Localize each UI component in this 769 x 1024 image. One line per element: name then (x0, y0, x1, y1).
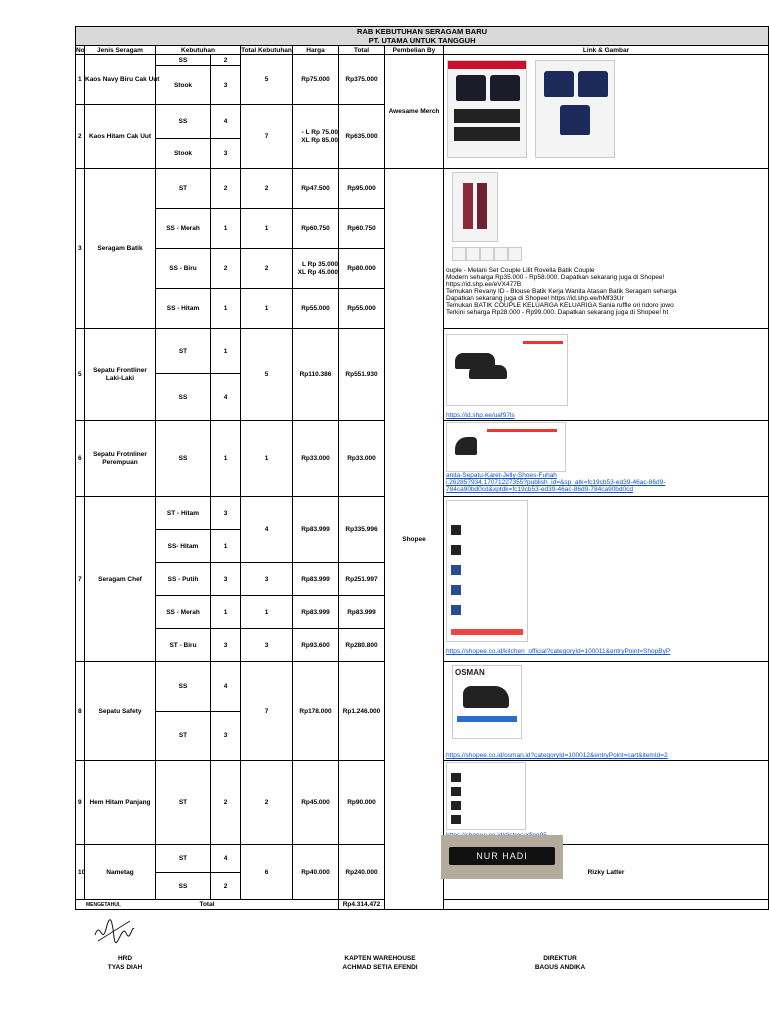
osman-logo: OSMAN (455, 668, 485, 677)
kapten-role: KAPTEN WAREHOUSE (344, 955, 416, 962)
qty-cell: 2 (211, 249, 241, 289)
table-row (76, 169, 769, 209)
row-jenis: Nametag (85, 845, 156, 900)
batik-link-text: Temukan Revany ID - Blouse Batik Kerja Wanita Atasan Batik Seragam seharga (446, 288, 677, 295)
harga-cell: Rp110.386 (293, 329, 339, 421)
header-no: No (76, 46, 85, 54)
row-jenis: Sepatu Safety (85, 662, 156, 761)
total-keb-cell: 6 (241, 845, 293, 900)
harga-cell: Rp93.600 (293, 629, 339, 662)
table-row (76, 55, 769, 66)
qty-cell: 2 (211, 169, 241, 209)
vendor-awesame: Awesame Merch (385, 55, 444, 169)
harga-cell: Rp45.000 (293, 761, 339, 845)
harga-cell: Rp55.000 (293, 289, 339, 329)
table-title-2: PT. UTAMA UNTUK TANGGUH (76, 36, 769, 46)
batik-thumbnails (452, 247, 766, 261)
chef-links (444, 497, 769, 662)
qty-cell: 1 (211, 289, 241, 329)
batik-link-text: Modern seharga Rp35.000 - Rp58.000. Dapatkan sekarang juga di Shopee! (446, 274, 665, 281)
frontliner-l-links (444, 329, 769, 421)
size-cell: ST - Biru (156, 629, 211, 662)
safety-link[interactable]: https://shopee.co.id/osman.id?categoryId=100012&entryPoint=cart&itemId=2 (446, 752, 668, 759)
hrd-name: TYAS DIAH (107, 964, 143, 971)
total-cell: Rp635.000 (339, 105, 385, 169)
hrd-role: HRD (117, 955, 133, 962)
harga-cell: Rp83.999 (293, 563, 339, 596)
size-cell: ST (156, 329, 211, 374)
harga-cell: Rp33.000 (293, 421, 339, 497)
row-jenis: Hem Hitam Panjang (85, 761, 156, 845)
qty-cell: 4 (211, 845, 241, 873)
hem-image (446, 762, 526, 830)
total-cell: Rp240.000 (339, 845, 385, 900)
row-no: 8 (76, 662, 85, 761)
qty-cell: 4 (211, 662, 241, 712)
qty-cell: 3 (211, 563, 241, 596)
size-cell: SS (156, 374, 211, 421)
total-keb-cell: 2 (241, 249, 293, 289)
row-jenis: Seragam Batik (85, 169, 156, 329)
total-cell: Rp55.000 (339, 289, 385, 329)
safety-links (444, 662, 769, 761)
total-keb-cell: 7 (241, 105, 293, 169)
qty-cell: 3 (211, 629, 241, 662)
total-keb-cell: 3 (241, 629, 293, 662)
total-keb-cell: 1 (241, 421, 293, 497)
frontliner-p-link[interactable]: i.262857934.17071227355?publish_id=&sp_atk=fc19cb53-ed39-46ac-86d9- (446, 479, 666, 486)
mengetahui-label: MENGETAHUI, (86, 902, 121, 908)
qty-cell: 1 (211, 530, 241, 563)
total-row-blank (444, 900, 769, 910)
direktur-name: BAGUS ANDIKA (534, 964, 586, 971)
row-jenis: Kaos Hitam Cak Uut (85, 105, 156, 169)
harga-cell: Rp83.999 (293, 497, 339, 563)
size-cell: SS - Merah (156, 209, 211, 249)
total-cell: Rp83.999 (339, 596, 385, 629)
kaos-navy-image (535, 60, 615, 158)
total-keb-cell: 2 (241, 169, 293, 209)
header-pembelian: Pembelian By (385, 46, 444, 55)
harga-cell: Rp83.999 (293, 596, 339, 629)
frontliner-p-image (446, 422, 566, 472)
frontliner-p-link[interactable]: anita-Sepatu-Karet-Jelly-Shoes-Fuhah (446, 472, 557, 479)
batik-link-text: ouple - Melani Set Couple Lilit Rovella Batik Couple (446, 267, 595, 274)
size-cell: SS (156, 105, 211, 139)
row-no: 5 (76, 329, 85, 421)
size-cell: ST - Hitam (156, 497, 211, 530)
qty-cell: 2 (211, 55, 241, 66)
size-cell: SS - Hitam (156, 289, 211, 329)
frontliner-l-link[interactable]: https://id.shp.ee/uaf97ls (446, 412, 515, 419)
row-jenis: Sepatu Frontliner Laki-Laki (85, 329, 156, 421)
total-keb-cell: 1 (241, 596, 293, 629)
header-kebutuhan: Kebutuhan (156, 46, 241, 55)
batik-link-text[interactable]: Dapatkan sekarang juga di Shopee! https://id.shp.ee/hMf33Ur (446, 295, 624, 302)
header-total-kebutuhan: Total Kebutuhan (241, 46, 292, 54)
size-cell: SS- Hitam (156, 530, 211, 563)
spreadsheet (75, 26, 768, 910)
kaos-hitam-image (447, 60, 527, 158)
safety-image (452, 665, 522, 739)
header-link: Link & Gambar (444, 46, 769, 55)
kapten-name: ACHMAD SETIA EFENDI (342, 964, 418, 971)
size-cell: SS (156, 421, 211, 497)
nametag-image-text: NUR HADI (476, 851, 528, 861)
total-label: Total (76, 900, 339, 910)
batik-image (452, 172, 498, 242)
total-cell: Rp551.930 (339, 329, 385, 421)
total-cell: Rp90.000 (339, 761, 385, 845)
size-cell: SS (156, 55, 211, 66)
harga-cell: Rp178.000 (293, 662, 339, 761)
batik-link-text: Terkini seharga Rp28.000 - Rp99.000. Dapatkan sekarang juga di Shopee! ht (446, 309, 669, 316)
qty-cell: 1 (211, 596, 241, 629)
total-cell: Rp280.800 (339, 629, 385, 662)
qty-cell: 4 (211, 374, 241, 421)
batik-links (444, 169, 769, 329)
batik-link-text[interactable]: https://id.shp.ee/eVX477B (446, 281, 522, 288)
header-jenis: Jenis Seragam (85, 46, 156, 55)
hem-links (444, 761, 769, 845)
total-keb-cell: 5 (241, 329, 293, 421)
total-keb-cell: 2 (241, 761, 293, 845)
frontliner-p-links (444, 421, 769, 497)
row-no: 1 (76, 55, 85, 105)
total-cell: Rp1.246.000 (339, 662, 385, 761)
qty-cell: 4 (211, 105, 241, 139)
total-keb-cell: 7 (241, 662, 293, 761)
total-keb-cell: 1 (241, 289, 293, 329)
size-cell: ST (156, 761, 211, 845)
harga-cell: L Rp 35.000 XL Rp 45.000 (293, 249, 339, 289)
vendor-shopee: Shopee (385, 169, 444, 910)
row-no: 7 (76, 497, 85, 662)
total-cell: Rp375.000 (339, 55, 385, 105)
size-cell: SS (156, 662, 211, 712)
row-no: 6 (76, 421, 85, 497)
qty-cell: 3 (211, 139, 241, 169)
awesame-images (444, 55, 769, 169)
qty-cell: 1 (211, 421, 241, 497)
size-cell: SS - Putih (156, 563, 211, 596)
signature-icon (92, 915, 136, 951)
header-total: Total (339, 46, 385, 55)
row-no: 3 (76, 169, 85, 329)
table-title-1: RAB KEBUTUHAN SERAGAM BARU (76, 27, 769, 37)
size-cell: SS - Biru (156, 249, 211, 289)
total-keb-cell: 1 (241, 209, 293, 249)
harga-cell: Rp40.000 (293, 845, 339, 900)
total-keb-cell: 5 (241, 55, 293, 105)
direktur-role: DIREKTUR (543, 955, 577, 962)
total-cell: Rp80.000 (339, 249, 385, 289)
row-jenis: Kaos Navy Biru Cak Uut (85, 55, 156, 105)
qty-cell: 2 (211, 873, 241, 900)
chef-link[interactable]: https://shopee.co.id/kitchen_official?categoryId=100011&entryPoint=ShopByP (446, 648, 671, 655)
harga-cell: Rp60.750 (293, 209, 339, 249)
total-cell: Rp95.000 (339, 169, 385, 209)
qty-cell: 3 (211, 711, 241, 761)
total-cell: Rp33.000 (339, 421, 385, 497)
row-jenis: Seragam Chef (85, 497, 156, 662)
total-cell: Rp251.997 (339, 563, 385, 596)
nametag-image (441, 835, 563, 879)
qty-cell: 1 (211, 329, 241, 374)
header-harga: Harga (293, 46, 339, 55)
vendor-rizky: Rizky Latter (444, 845, 769, 900)
harga-cell: Rp75.000 (293, 55, 339, 105)
size-cell: SS - Merah (156, 596, 211, 629)
size-cell: Stook (156, 66, 211, 105)
total-keb-cell: 4 (241, 497, 293, 563)
total-cell: Rp60.750 (339, 209, 385, 249)
grand-total: Rp4.314.472 (339, 900, 385, 910)
frontliner-p-link[interactable]: 784ca90bd0cd&xptdk=fc19cb53-ed39-46ac-86d9-784ca90bd0cd (446, 486, 634, 493)
qty-cell: 1 (211, 209, 241, 249)
total-cell: Rp335.996 (339, 497, 385, 563)
batik-link-text: Temukan BATIK COUPLE KELUARGA KELUARIGA Sania ruffle ori ndoro jowo (446, 302, 674, 309)
harga-cell: - L Rp 75.00 XL Rp 85.00 (293, 105, 339, 169)
qty-cell: 2 (211, 761, 241, 845)
row-no: 10 (76, 845, 85, 900)
row-no: 2 (76, 105, 85, 169)
qty-cell: 3 (211, 497, 241, 530)
size-cell: ST (156, 169, 211, 209)
size-cell: ST (156, 845, 211, 873)
size-cell: Stook (156, 139, 211, 169)
row-no: 9 (76, 761, 85, 845)
rab-table (75, 26, 769, 910)
qty-cell: 3 (211, 66, 241, 105)
size-cell: ST (156, 711, 211, 761)
frontliner-l-image (446, 334, 568, 406)
size-cell: SS (156, 873, 211, 900)
total-keb-cell: 3 (241, 563, 293, 596)
harga-cell: Rp47.500 (293, 169, 339, 209)
row-jenis: Sepatu Frotnliner Perempuan (85, 421, 156, 497)
chef-image (446, 500, 528, 642)
